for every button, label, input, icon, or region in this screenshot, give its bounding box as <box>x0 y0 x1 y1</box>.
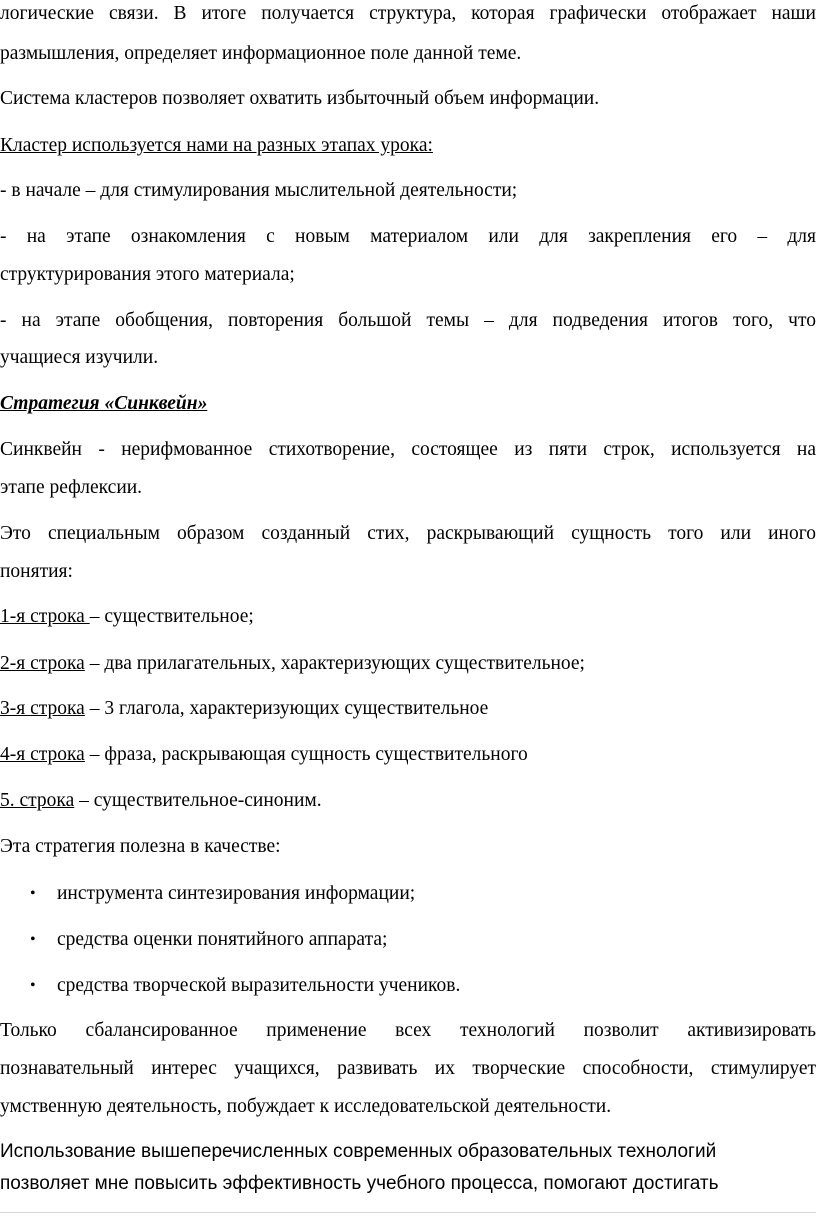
cluster-stage-3-line-2: учащиеся изучили. <box>0 347 159 368</box>
syncwine-row-4-text: – фраза, раскрывающая сущность существительного <box>84 744 528 765</box>
syncwine-heading <box>0 392 816 416</box>
bullet-icon: • <box>30 931 36 948</box>
syncwine-row-1-label: 1-я строка <box>0 606 90 627</box>
syncwine-row-4 <box>0 743 816 767</box>
syncwine-row-1-text: – существительное; <box>89 606 254 627</box>
page-bottom-divider <box>0 1212 816 1213</box>
cluster-stage-1: - в начале – для стимулирования мыслительной деятельности; <box>0 180 518 201</box>
cluster-stage-2-line-2: структурирования этого материала; <box>0 264 295 285</box>
syncwine-special-line-1: Это специальным образом созданный стих, раскрывающий сущность того или иного <box>0 523 816 544</box>
cluster-text-line-1: логические связи. В итоге получается структура, которая графически отображает наши <box>0 3 816 24</box>
bullet-icon: • <box>30 977 36 994</box>
syncwine-heading-text: Стратегия «Синквейн» <box>0 393 208 414</box>
syncwine-row-2 <box>0 652 816 676</box>
syncwine-row-3 <box>0 697 816 721</box>
syncwine-definition-line-2: этапе рефлексии. <box>0 477 143 498</box>
syncwine-row-4-label: 4-я строка <box>0 744 85 765</box>
syncwine-special-line-2: понятия: <box>0 561 73 582</box>
bullet-icon: • <box>30 885 36 902</box>
conclusion-line-2: познавательный интерес учащихся, развивать их творческие способности, стимулирует <box>0 1058 816 1079</box>
bullet-text: средства оценки понятийного аппарата; <box>57 929 388 950</box>
syncwine-row-5-text: – существительное-синоним. <box>74 790 322 811</box>
bullet-text: инструмента синтезирования информации; <box>57 883 416 904</box>
syncwine-row-3-label: 3-я строка <box>0 698 85 719</box>
syncwine-row-1 <box>0 605 816 629</box>
syncwine-row-5 <box>0 789 816 813</box>
syncwine-row-2-label: 2-я строка <box>0 653 85 674</box>
cluster-volume-text: Система кластеров позволяет охватить избыточный объем информации. <box>0 88 600 109</box>
bullet-text: средства творческой выразительности учеников. <box>57 975 461 996</box>
cluster-usage-heading: Кластер используется нами на разных этапах урока: <box>0 135 433 156</box>
syncwine-row-3-text: – 3 глагола, характеризующих существительное <box>84 698 489 719</box>
cluster-stage-3-line-1: - на этапе обобщения, повторения большой темы – для подведения итогов того, что <box>0 310 816 331</box>
syncwine-useful-intro: Эта стратегия полезна в качестве: <box>0 836 281 857</box>
syncwine-row-2-text: – два прилагательных, характеризующих существительное; <box>84 653 585 674</box>
conclusion-line-3: умственную деятельность, побуждает к исследовательской деятельности. <box>0 1096 612 1117</box>
conclusion-line-1: Только сбалансированное применение всех технологий позволит активизировать <box>0 1020 816 1041</box>
syncwine-row-5-label: 5. строка <box>0 790 75 811</box>
cluster-stage-2-line-1: - на этапе ознакомления с новым материалом или для закрепления его – для <box>0 226 816 247</box>
cluster-text-line-2: размышления, определяет информационное поле данной теме. <box>0 43 522 64</box>
syncwine-definition-line-1: Синквейн - нерифмованное стихотворение, состоящее из пяти строк, используется на <box>0 439 816 460</box>
closing-line-2: позволяет мне повысить эффективность учебного процесса, помогают достигать <box>0 1173 719 1194</box>
closing-line-1: Использование вышеперечисленных современных образовательных технологий <box>0 1141 717 1162</box>
